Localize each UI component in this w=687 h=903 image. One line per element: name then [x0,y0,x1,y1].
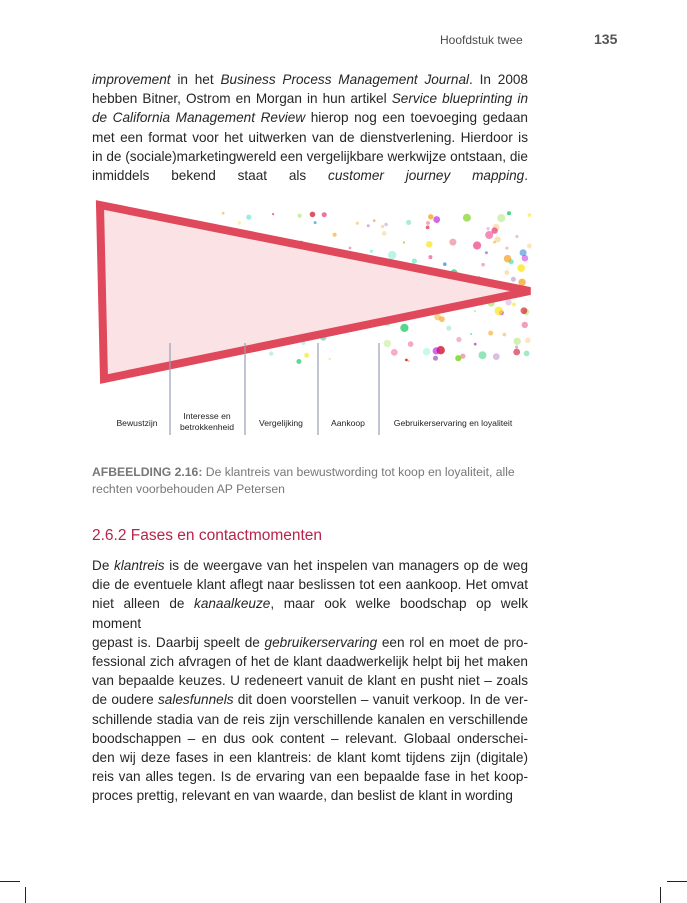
text-run: de oudere [92,692,158,708]
stage-labels [116,411,512,432]
confetti-dot [497,214,505,222]
confetti-dot [521,307,528,314]
text-line [92,89,528,108]
confetti-dot [310,212,316,218]
confetti-dot [495,307,503,315]
confetti-dot [400,324,408,332]
confetti-dot [479,351,487,359]
confetti-dot [505,299,511,305]
confetti-dot [527,244,532,249]
confetti-dot [298,214,302,218]
confetti-dot [433,356,438,361]
caption-text: De klantreis van bewustwording tot koop en loyaliteit, alle rechten voorbehouden AP Petersen [92,465,515,496]
text-run: hierop nog een toevoeging gedaan [305,110,528,126]
text-run: hebben Bitner, Ostrom en Morgan in hun artikel [92,91,392,107]
confetti-dot [322,212,327,217]
italic-text: Service blueprinting in [391,91,529,107]
confetti-dot [314,221,317,224]
confetti-dot [304,353,309,358]
crop-mark [660,887,661,903]
confetti-dot [485,231,493,239]
confetti-dot [426,241,433,248]
confetti-dot [412,258,417,263]
confetti-dot [493,353,500,360]
confetti-dot [446,326,451,331]
confetti-dot [373,219,376,222]
confetti-dot [433,216,440,223]
confetti-dot [474,310,476,312]
confetti-dot [381,225,384,228]
text-run: schillende stadia van de reis zijn verschillende kanalen en verschillende [92,711,528,727]
italic-text: Business Process Management Journal [220,72,470,87]
confetti-dot [406,220,411,225]
confetti-dot [370,250,373,253]
text-line [92,166,528,185]
italic-text: klantreis [113,558,165,573]
confetti-dot [428,255,432,259]
caption-label: AFBEELDING 2.16: [92,465,203,479]
confetti-dot [426,226,430,230]
confetti-dot [512,302,516,306]
italic-text: gebruikerservaring [264,634,378,650]
section-heading: 2.6.2 Fases en contactmomenten [92,527,323,544]
confetti-dot [296,359,301,364]
italic-text: salesfunnels [157,692,234,708]
crop-mark [0,881,20,882]
text-line [92,671,528,690]
italic-text: de California Management Review [92,110,306,126]
confetti-dot [525,338,531,344]
text-line [92,729,528,748]
text-run: inmiddels bekend staat als [92,168,329,184]
confetti-dot [423,348,431,356]
confetti-dot [481,263,485,267]
italic-text: kanaalkeuze [194,596,271,612]
confetti-dot [515,345,518,348]
text-line [92,147,528,166]
confetti-dot [269,351,273,355]
confetti-dot [449,239,456,246]
confetti-dot [356,222,359,225]
intro-paragraph [92,70,528,185]
confetti-dot [403,241,405,243]
text-run: gepast is. Daarbij speelt de [92,634,265,650]
funnel-triangle [100,205,530,379]
confetti-dot [407,360,409,362]
confetti-dot [426,221,430,225]
text-run: De [92,558,114,573]
confetti-dot [470,333,472,335]
text-run: den wij deze fases in een klantreis: de klant komt tijdens zijn (digitale) [92,750,528,766]
confetti-dot [433,347,440,354]
confetti-dot [511,277,516,282]
text-run: een rol en moet de pro- [377,634,528,650]
text-run: proces prettig, relevant en van waarde, dan beslist de klant in wording [92,788,513,804]
stage-label: Vergelijking [259,418,303,428]
confetti-dot [505,247,508,250]
confetti-dot [333,233,337,237]
confetti-dot [504,255,512,263]
text-run: , maar ook welke boodschap op welk moment [92,596,528,631]
crop-mark [25,887,26,903]
text-line [92,748,528,767]
stage-label: Bewustzijn [116,418,158,428]
confetti-dot [222,212,225,215]
text-run: die de eventuele klant aflegt naar beslissen tot een aankoop. Het omvat [92,577,528,593]
confetti-dot [382,231,387,236]
stage-label: Aankoop [331,418,365,428]
italic-text: improvement [92,72,171,87]
text-line [92,70,528,89]
text-run: in de (sociale)marketingwereld een vergelijkbare werkwijze ontstaan, die [92,148,528,164]
text-line [92,690,528,709]
text-run: in het [170,72,221,87]
text-run: niet alleen de [92,596,195,612]
confetti-dot [514,338,521,345]
text-run: reis van alles tegen. Is de ervaring van een bepaalde fase in het koop- [92,769,528,785]
chapter-title: Hoofdstuk twee [440,33,523,47]
text-run: boodschappen – en dus ook content – relevant. Globaal onderschei- [92,730,528,746]
confetti-dot [474,343,477,346]
crop-mark [667,881,687,882]
confetti-dot [495,236,501,242]
confetti-dot [524,351,530,357]
confetti-dot [522,255,529,262]
confetti-dot [515,235,518,238]
confetti-dot [504,270,509,275]
confetti-dot [384,340,391,347]
text-run: is de weergave van het inspelen van managers op de weg [164,558,529,573]
italic-text: customer journey mapping [328,168,525,184]
text-line [92,786,528,805]
text-line [92,556,528,575]
confetti-dot [388,251,396,259]
text-run: . In 2008 [469,72,528,87]
stage-label: Gebruikerservaring en loyaliteit [393,418,513,428]
confetti-dot [329,358,331,360]
confetti-dot [384,223,388,227]
confetti-dot [238,221,242,225]
confetti-dot [522,322,528,328]
confetti-dot [517,264,525,272]
confetti-dot [486,227,489,230]
confetti-dot [349,247,352,250]
confetti-dot [246,215,251,220]
confetti-dot [463,214,471,222]
confetti-dot [443,262,447,266]
text-run: met een format voor het uitwerken van de dienstverlening. Hierdoor is [92,129,528,145]
text-line [92,575,528,594]
text-run: van bepaalde keuzes. U redeneert vanuit de klant en pusht niet – zoals [92,673,528,689]
figure-caption [92,464,532,497]
text-run: dit doen voorstellen – vanuit verkoop. In de ver- [233,692,528,708]
body-paragraph [92,556,528,806]
confetti-dot [428,214,433,219]
text-run: fessional zich afvragen of het de klant daadwerkelijk helpt bij het maken [92,654,528,670]
confetti-dot [473,241,481,249]
confetti-dot [272,213,274,215]
confetti-dot [408,341,414,347]
customer-journey-figure [90,193,540,443]
text-line [92,767,528,786]
confetti-dot [391,349,398,356]
confetti-dot [507,211,511,215]
text-line [92,594,528,632]
confetti-dot [367,224,370,227]
confetti-dot [513,349,520,356]
page-number: 135 [594,31,618,47]
confetti-dot [503,333,507,337]
text-run: . [524,168,528,184]
text-line [92,108,528,127]
confetti-dot [485,251,488,254]
confetti-dot [488,331,493,336]
confetti-dot [434,314,441,321]
confetti-dot [405,359,408,362]
text-line [92,652,528,671]
confetti-dot [528,213,531,216]
confetti-dot [456,337,461,342]
text-line [92,128,528,147]
text-line [92,633,528,652]
stage-label: Interesse en betrokkenheid [180,411,234,432]
text-line [92,710,528,729]
confetti-dot [455,355,461,361]
